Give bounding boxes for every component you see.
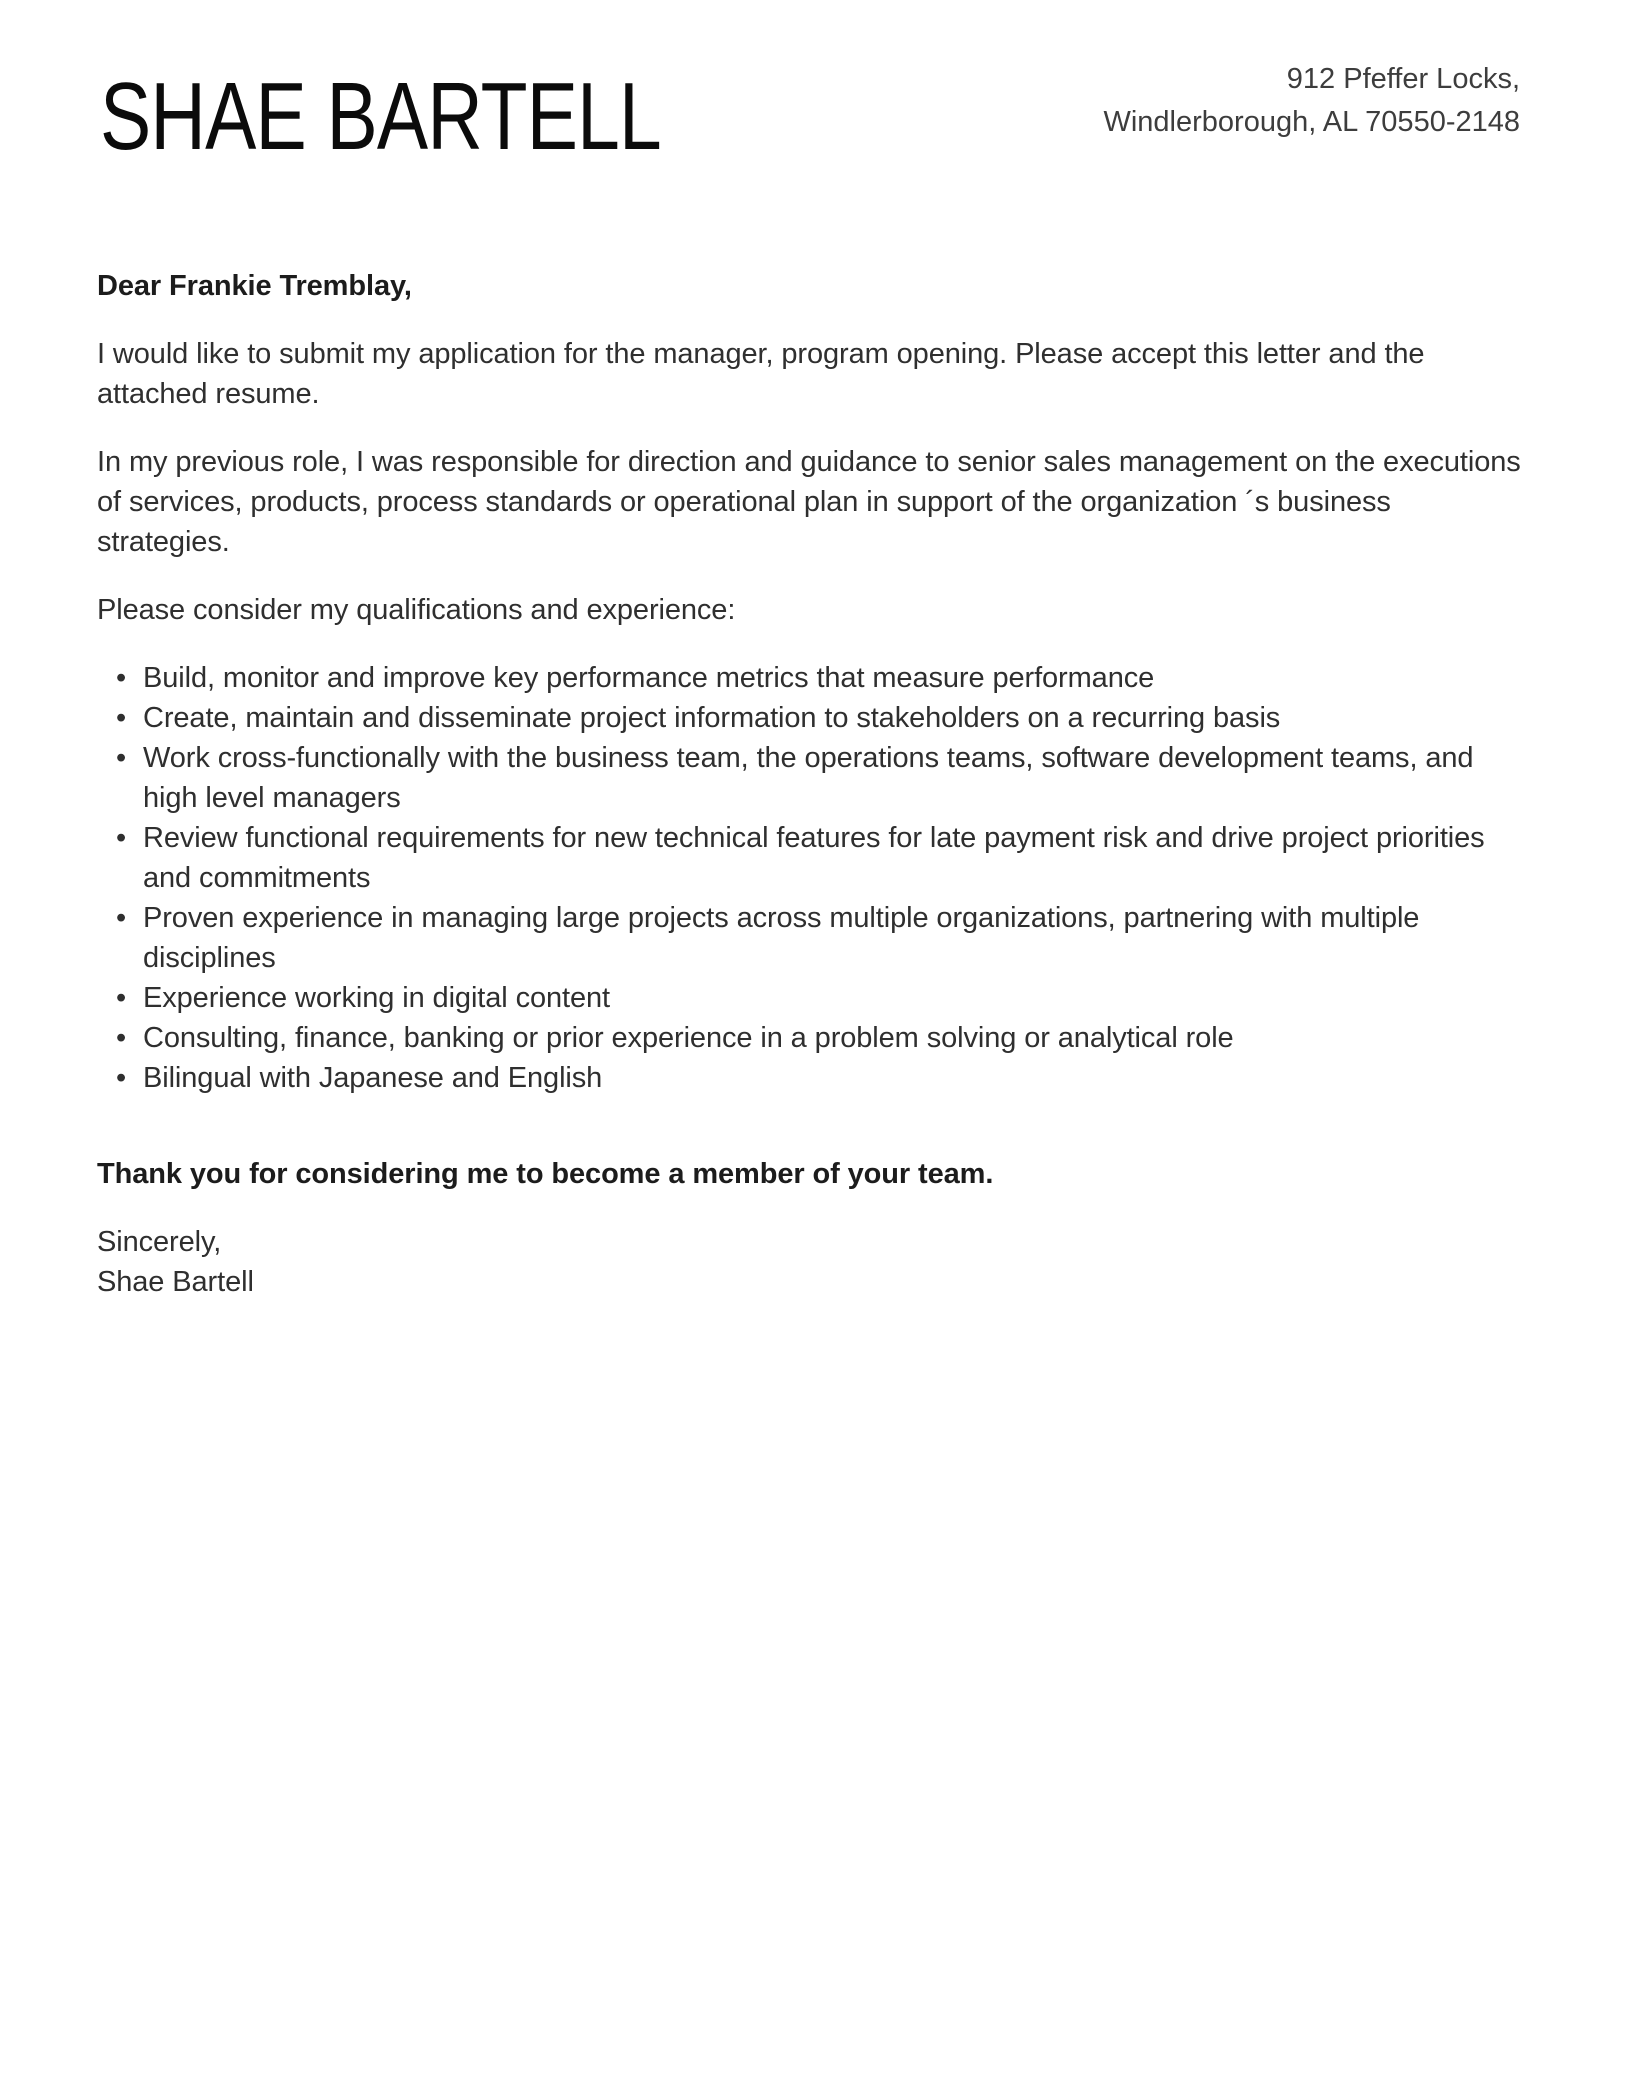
thank-you-line: Thank you for considering me to become a member of your team. [97, 1157, 994, 1190]
qualification-bullet-item: • Consulting, finance, banking or prior experience in a problem solving or analytical role [143, 1018, 1524, 1058]
qualifications-bullet-list [97, 658, 1524, 1098]
sender-address-block [1103, 42, 1520, 144]
closing-sincerely: Sincerely, [97, 1225, 222, 1258]
qualification-bullet-item: • Experience working in digital content [143, 978, 1524, 1018]
closing-block [97, 1222, 1524, 1302]
letter-header [0, 0, 1632, 170]
qualification-bullet-item: • Build, monitor and improve key performance metrics that measure performance [143, 658, 1524, 698]
qualification-bullet-item: • Bilingual with Japanese and English [143, 1058, 1524, 1098]
sender-address-line1: 912 Pfeffer Locks, [1286, 63, 1520, 95]
paragraph-qualifications-lead: Please consider my qualifications and experience: [97, 593, 736, 626]
qualification-bullet-item: • Proven experience in managing large projects across multiple organizations, partnering with multiple disciplines [143, 898, 1524, 978]
letter-body [0, 266, 1632, 1302]
qualification-bullet-item: • Create, maintain and disseminate project information to stakeholders on a recurring basis [143, 698, 1524, 738]
qualification-bullet-item: • Review functional requirements for new technical features for late payment risk and drive project priorities and commitments [143, 818, 1524, 898]
qualification-bullet-item: • Work cross-functionally with the business team, the operations teams, software development teams, and high level managers [143, 738, 1524, 818]
paragraph-previous-role: In my previous role, I was responsible for direction and guidance to senior sales management on the executions of services, products, process standards or operational plan in support of the organization ´s business strategies. [97, 445, 1521, 558]
signature-name: Shae Bartell [97, 1265, 254, 1298]
sender-name-heading: SHAE BARTELL [100, 63, 661, 170]
paragraph-intro: I would like to submit my application for the manager, program opening. Please accept this letter and the attached resume. [97, 337, 1425, 410]
sender-address-line2: Windlerborough, AL 70550-2148 [1103, 106, 1520, 138]
salutation: Dear Frankie Tremblay, [97, 269, 412, 302]
